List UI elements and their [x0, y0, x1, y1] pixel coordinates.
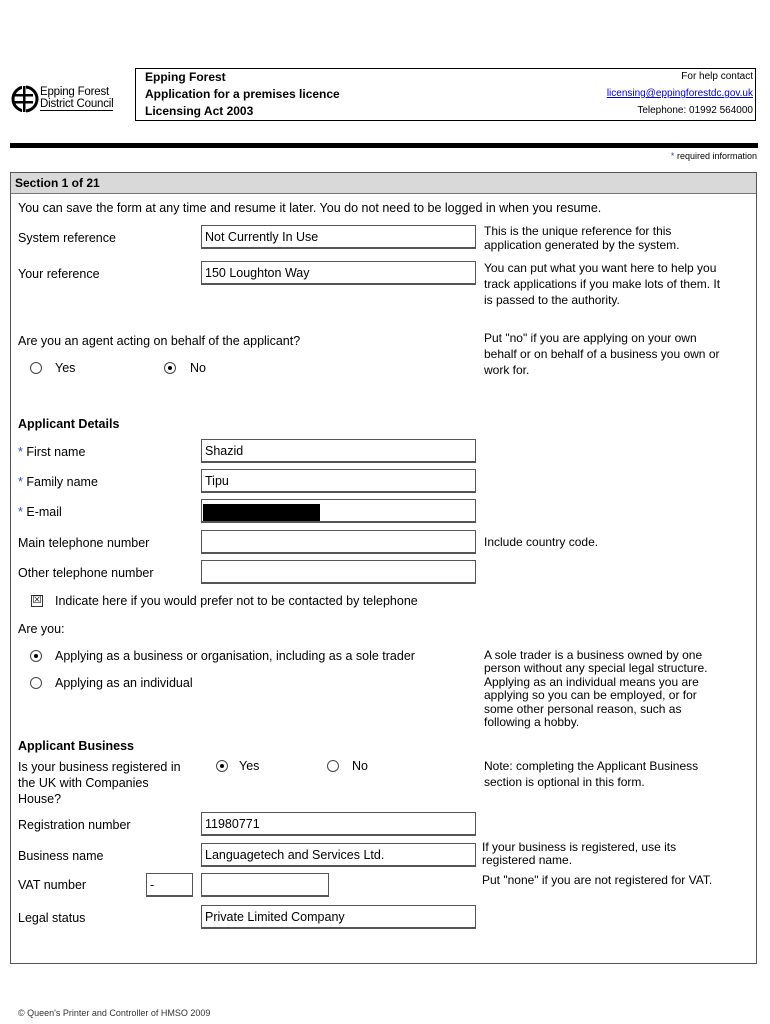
legal-status-input[interactable]: Private Limited Company: [201, 905, 476, 929]
business-note-1: Note: completing the Applicant Business: [484, 759, 699, 773]
business-name-hint-2: registered name.: [482, 853, 573, 868]
are-you-hint-1: A sole trader is a business owned by one: [484, 648, 703, 662]
header-title-3: Licensing Act 2003: [145, 104, 254, 118]
business-note: [484, 758, 698, 790]
section-intro: You can save the form at any time and resume it later. You do not need to be logged in when you resume.: [18, 201, 602, 215]
first-name-required-star: *: [18, 445, 23, 459]
no-telephone-contact-label: Indicate here if you would prefer not to be contacted by telephone: [55, 594, 418, 608]
registered-no-radio[interactable]: [327, 760, 339, 772]
legal-status-label: Legal status: [18, 911, 86, 925]
other-phone-label: Other telephone number: [18, 566, 154, 580]
first-name-label: [18, 445, 85, 459]
logo-line-1: Epping Forest: [40, 86, 109, 98]
required-star: *: [670, 151, 675, 161]
registered-question-3: House?: [18, 792, 62, 806]
header-title-1: Epping Forest: [145, 70, 226, 84]
vat-number-label: VAT number: [18, 878, 87, 892]
registered-no-label: No: [352, 759, 368, 773]
applicant-business-heading: Applicant Business: [18, 739, 134, 753]
help-label: For help contact: [681, 71, 753, 82]
are-you-hint: [484, 649, 707, 729]
council-logo-icon: [10, 84, 40, 114]
system-reference-input[interactable]: Not Currently In Use: [201, 225, 476, 249]
agent-yes-label: Yes: [55, 361, 76, 375]
agent-hint-2: behalf or on behalf of a business you own or: [484, 347, 720, 361]
first-name-input[interactable]: Shazid: [201, 439, 476, 463]
your-reference-label: Your reference: [18, 267, 100, 281]
main-phone-label: Main telephone number: [18, 536, 150, 550]
agent-yes-radio[interactable]: [30, 362, 42, 374]
email-label-text: E-mail: [26, 505, 62, 519]
system-reference-label: System reference: [18, 231, 116, 245]
first-name-label-text: First name: [26, 445, 86, 459]
section-title: Section 1 of 21: [11, 173, 756, 194]
agent-question: Are you an agent acting on behalf of the applicant?: [18, 334, 301, 348]
required-note-text: required information: [676, 151, 757, 161]
your-reference-input[interactable]: 150 Loughton Way: [201, 261, 476, 285]
email-redaction: [203, 504, 320, 521]
business-name-hint-1: If your business is registered, use its: [482, 840, 677, 854]
registered-question-1: Is your business registered in: [18, 760, 181, 774]
agent-no-label: No: [190, 361, 206, 375]
your-reference-hint-3: is passed to the authority.: [484, 293, 620, 307]
are-you-hint-6: following a hobby.: [484, 715, 580, 730]
help-email-link[interactable]: licensing@eppingforestdc.gov.uk: [606, 88, 753, 99]
are-you-label: Are you:: [18, 622, 65, 636]
your-reference-hint-2: track applications if you make lots of them. It: [484, 277, 721, 291]
applicant-details-heading: Applicant Details: [18, 417, 120, 431]
your-reference-hint-1: You can put what you want here to help you: [484, 261, 717, 275]
vat-prefix-input[interactable]: -: [146, 873, 193, 897]
individual-applicant-radio[interactable]: [30, 677, 42, 689]
agent-hint: [484, 330, 720, 378]
business-applicant-label: Applying as a business or organisation, including as a sole trader: [55, 649, 415, 663]
are-you-hint-4: applying so you can be employed, or for: [484, 688, 697, 703]
agent-no-radio[interactable]: [164, 362, 176, 374]
agent-hint-1: Put "no" if you are applying on your own: [484, 331, 697, 345]
business-name-input[interactable]: Languagetech and Services Ltd.: [201, 843, 476, 867]
are-you-hint-3: Applying as an individual means you are: [484, 674, 699, 689]
header-title-2: Application for a premises licence: [145, 87, 340, 101]
business-applicant-radio[interactable]: [30, 650, 42, 662]
registered-yes-label: Yes: [239, 759, 260, 773]
other-phone-input[interactable]: [201, 560, 476, 584]
are-you-hint-5: some other personal reason, such as: [484, 701, 682, 716]
system-reference-hint-1: This is the unique reference for this: [484, 224, 672, 238]
footer-copyright: © Queen's Printer and Controller of HMSO 2009: [18, 1008, 211, 1018]
registered-question: [18, 759, 181, 807]
main-phone-hint: Include country code.: [484, 535, 599, 549]
system-reference-hint: [484, 224, 679, 252]
registration-number-label: Registration number: [18, 818, 131, 832]
agent-hint-3: work for.: [484, 363, 530, 377]
system-reference-hint-2: application generated by the system.: [484, 238, 680, 252]
vat-number-input[interactable]: [201, 873, 329, 897]
email-required-star: *: [18, 505, 23, 519]
individual-applicant-label: Applying as an individual: [55, 676, 193, 690]
main-phone-input[interactable]: [201, 530, 476, 554]
family-name-required-star: *: [18, 475, 23, 489]
logo-line-2: District Council: [40, 98, 114, 110]
registration-number-input[interactable]: 11980771: [201, 812, 476, 836]
business-name-hint: [482, 841, 676, 868]
family-name-label-text: Family name: [26, 475, 98, 489]
family-name-label: [18, 475, 98, 489]
required-note: [671, 151, 757, 161]
business-note-2: section is optional in this form.: [484, 775, 645, 789]
are-you-hint-2: person without any special legal structure.: [484, 661, 708, 676]
registered-yes-radio[interactable]: [216, 760, 228, 772]
business-name-label: Business name: [18, 849, 104, 863]
email-label: [18, 505, 62, 519]
council-logo-text: [40, 86, 113, 111]
vat-hint: Put "none" if you are not registered for VAT.: [482, 873, 713, 887]
registered-question-2: the UK with Companies: [18, 776, 149, 790]
your-reference-hint: [484, 260, 720, 308]
help-phone: Telephone: 01992 564000: [637, 105, 753, 116]
family-name-input[interactable]: Tipu: [201, 469, 476, 493]
no-telephone-contact-checkbox[interactable]: ☒: [32, 595, 42, 606]
header-divider: [10, 143, 758, 148]
